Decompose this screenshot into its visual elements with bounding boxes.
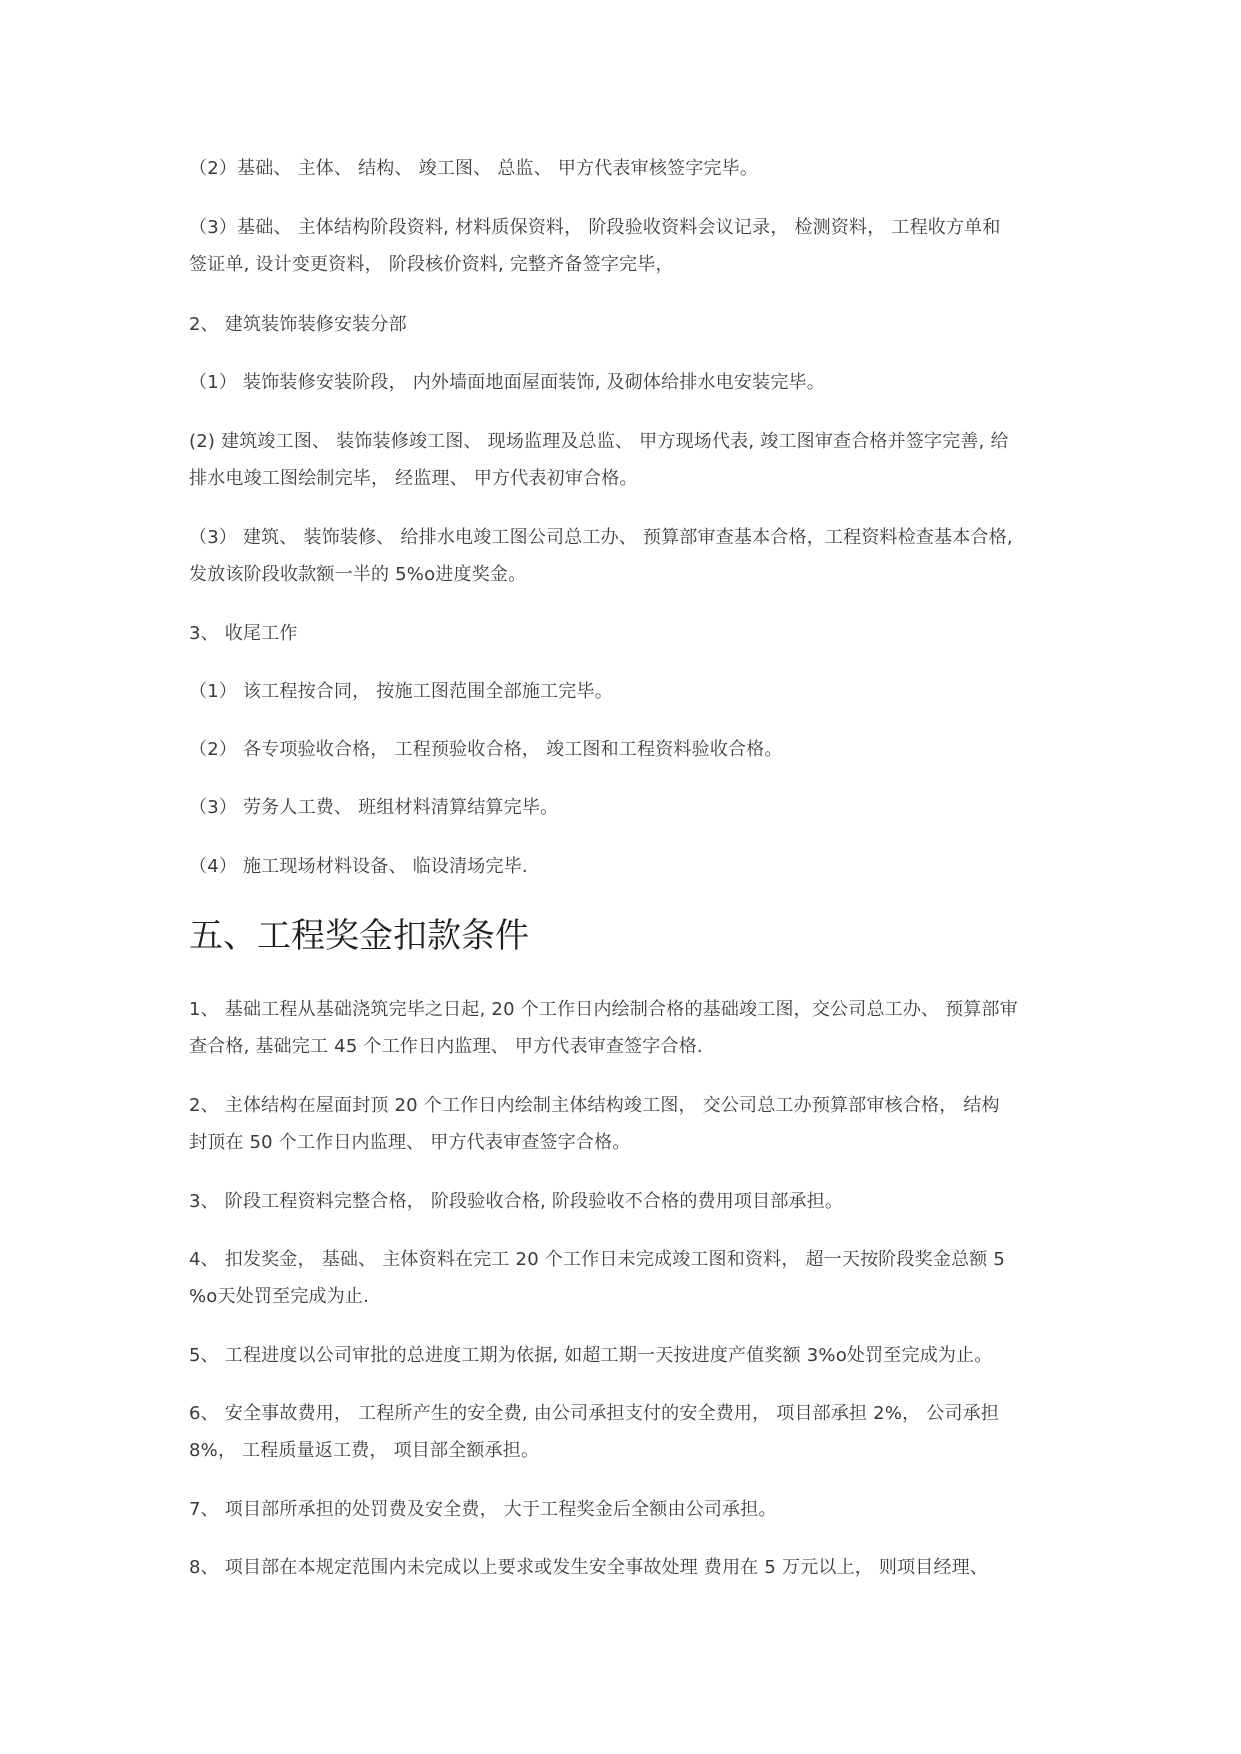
text-line: 排水电竣工图绘制完毕， 经监理、 甲方代表初审合格。 [189,468,638,489]
text-line: 6、 安全事故费用， 工程所产生的安全费, 由公司承担支付的安全费用， 项目部承担 2%， 公司承担 [189,1403,1000,1424]
text-line: 5、 工程进度以公司审批的总进度工期为依据, 如超工期一天按进度产值奖额 3%o处罚至完成为止。 [189,1345,993,1366]
text-line: %o天处罚至完成为止. [189,1286,370,1307]
text-line: （1） 该工程按合同， 按施工图范围全部施工完毕。 [189,681,613,702]
text-line: 1、 基础工程从基础浇筑完毕之日起, 20 个工作日内绘制合格的基础竣工图，交公司总工办、 预算部审 [189,999,1018,1020]
text-line: 3、 阶段工程资料完整合格， 阶段验收合格, 阶段验收不合格的费用项目部承担。 [189,1191,844,1212]
text-line: （3） 劳务人工费、 班组材料清算结算完毕。 [189,797,559,818]
text-line: （2）基础、 主体、 结构、 竣工图、 总监、 甲方代表审核签字完毕。 [189,158,759,179]
text-line: 签证单, 设计变更资料， 阶段核价资料, 完整齐备签字完毕， [189,254,674,275]
text-line: 2、 主体结构在屋面封顶 20 个工作日内绘制主体结构竣工图， 交公司总工办预算部审核合格， 结构 [189,1095,1000,1116]
text-line: 发放该阶段收款额一半的 5%o进度奖金。 [189,564,527,585]
text-line: （3） 建筑、 装饰装修、 给排水电竣工图公司总工办、 预算部审查基本合格，工程资料检查基本合格, [189,527,1013,548]
text-line: （2） 各专项验收合格， 工程预验收合格， 竣工图和工程资料验收合格。 [189,739,783,760]
section-heading: 五、工程奖金扣款条件 [189,916,529,956]
text-line: 8%， 工程质量返工费， 项目部全额承担。 [189,1440,540,1461]
text-line: 3、 收尾工作 [189,623,298,644]
text-line: 封顶在 50 个工作日内监理、 甲方代表审查签字合格。 [189,1132,631,1153]
text-line: （3）基础、 主体结构阶段资料, 材料质保资料， 阶段验收资料会议记录， 检测资料， 工程收方单和 [189,217,1001,238]
text-line: （4） 施工现场材料设备、 临设清场完毕. [189,856,528,877]
text-line: 7、 项目部所承担的处罚费及安全费， 大于工程奖金后全额由公司承担。 [189,1499,777,1520]
text-line: 查合格, 基础完工 45 个工作日内监理、 甲方代表审查签字合格. [189,1036,703,1057]
text-line: (2) 建筑竣工图、 装饰装修竣工图、 现场监理及总监、 甲方现场代表, 竣工图审查合格并签字完善, 给 [189,431,1009,452]
text-line: 2、 建筑装饰装修安装分部 [189,314,407,335]
text-line: （1） 装饰装修安装阶段， 内外墙面地面屋面装饰, 及砌体给排水电安装完毕。 [189,372,825,393]
text-line: 4、 扣发奖金， 基础、 主体资料在完工 20 个工作日未完成竣工图和资料， 超一天按阶段奖金总额 5 [189,1249,1006,1270]
text-line: 8、 项目部在本规定范围内未完成以上要求或发生安全事故处理 费用在 5 万元以上， 则项目经理、 [189,1557,989,1578]
